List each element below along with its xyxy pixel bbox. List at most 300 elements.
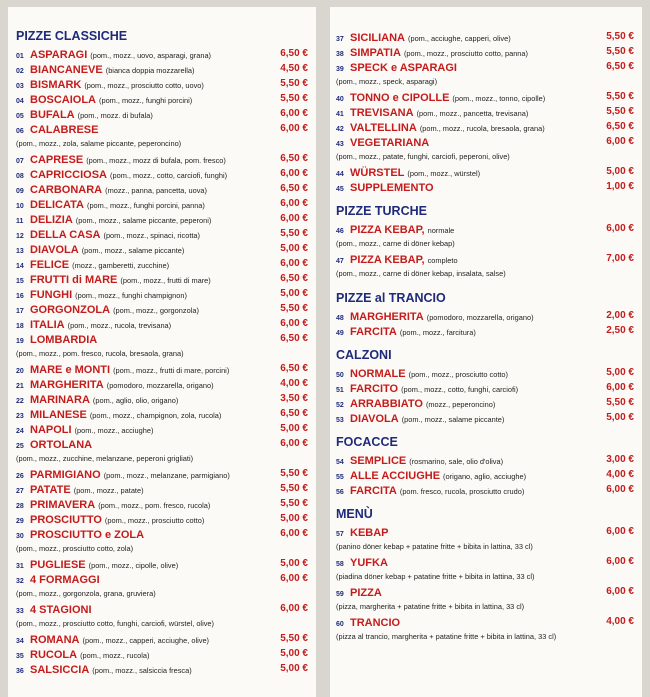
item-description: (pom., mozz., tonno, cipolle) bbox=[452, 94, 546, 103]
item-description: (pom., acciughe, capperi, olive) bbox=[408, 34, 511, 43]
menu-item bbox=[336, 164, 634, 179]
item-price: 6,00 € bbox=[280, 198, 308, 209]
item-number: 44 bbox=[336, 171, 344, 178]
item-name: ARRABBIATO bbox=[350, 398, 423, 410]
item-price: 6,50 € bbox=[280, 363, 308, 374]
item-name: BISMARK bbox=[30, 79, 82, 91]
item-description: (pom. fresco, rucola, prosciutto crudo) bbox=[399, 487, 525, 496]
item-description-line: (pizza, margherita + patatine fritte + bibita in lattina, 33 cl) bbox=[336, 602, 525, 611]
menu-item bbox=[336, 323, 634, 338]
menu-item bbox=[16, 391, 308, 406]
item-number: 13 bbox=[16, 248, 24, 255]
item-number: 17 bbox=[16, 308, 24, 315]
item-price: 6,00 € bbox=[280, 123, 308, 134]
item-number: 18 bbox=[16, 323, 24, 330]
item-price: 6,00 € bbox=[280, 438, 308, 449]
menu-item bbox=[16, 181, 308, 196]
menu-item bbox=[16, 556, 308, 571]
item-number: 01 bbox=[16, 53, 24, 60]
menu-item bbox=[16, 46, 308, 61]
item-description: (pom., mozz., prosciutto cotto) bbox=[104, 516, 205, 525]
item-description: (pom., mozz., rucola, trevisana) bbox=[67, 321, 172, 330]
item-name: DELLA CASA bbox=[30, 229, 101, 241]
item-number: 29 bbox=[16, 518, 24, 525]
menu-section bbox=[336, 507, 634, 644]
item-name: PIZZA bbox=[350, 587, 382, 599]
item-description: (pom., mozz., frutti di mare) bbox=[120, 276, 211, 285]
menu-item bbox=[16, 421, 308, 436]
item-description: (pom., mozz., prosciutto cotto) bbox=[408, 370, 509, 379]
item-name: CARBONARA bbox=[30, 184, 103, 196]
item-name: PIZZA KEBAP, bbox=[350, 254, 425, 266]
item-number: 08 bbox=[16, 173, 24, 180]
menu-item bbox=[16, 646, 308, 661]
menu-item bbox=[16, 571, 308, 586]
menu-item bbox=[336, 584, 634, 599]
item-description-line: (piadina döner kebap + patatine fritte + bibita in lattina, 33 cl) bbox=[336, 572, 535, 581]
menu-item bbox=[16, 241, 308, 256]
item-name: ASPARAGI bbox=[30, 49, 88, 61]
menu-section bbox=[336, 348, 634, 425]
item-number: 22 bbox=[16, 398, 24, 405]
item-name: MARINARA bbox=[30, 394, 90, 406]
item-price: 5,00 € bbox=[280, 558, 308, 569]
menu-section bbox=[336, 291, 634, 338]
item-price: 6,00 € bbox=[606, 223, 634, 234]
item-number: 20 bbox=[16, 368, 24, 375]
item-price: 6,00 € bbox=[280, 108, 308, 119]
item-number: 39 bbox=[336, 66, 344, 73]
menu-item bbox=[336, 134, 634, 149]
item-price: 5,50 € bbox=[280, 498, 308, 509]
item-price: 6,00 € bbox=[280, 318, 308, 329]
menu-item bbox=[336, 179, 634, 194]
item-number: 43 bbox=[336, 141, 344, 148]
item-number: 60 bbox=[336, 621, 344, 628]
menu-item bbox=[16, 511, 308, 526]
item-price: 5,50 € bbox=[280, 78, 308, 89]
menu-item bbox=[336, 221, 634, 236]
menu-item bbox=[16, 661, 308, 676]
item-name: DELICATA bbox=[30, 199, 84, 211]
item-price: 6,00 € bbox=[280, 258, 308, 269]
item-name: KEBAP bbox=[350, 527, 389, 539]
item-description-line: (pom., mozz., prosciutto cotto, funghi, carciofi, würstel, olive) bbox=[16, 619, 214, 628]
menu-item bbox=[336, 89, 634, 104]
item-price: 5,00 € bbox=[280, 423, 308, 434]
item-number: 47 bbox=[336, 258, 344, 265]
menu-item bbox=[336, 104, 634, 119]
item-price: 5,00 € bbox=[280, 663, 308, 674]
item-price: 6,50 € bbox=[606, 61, 634, 72]
item-number: 51 bbox=[336, 387, 344, 394]
item-description: (rosmarino, sale, olio d'oliva) bbox=[409, 457, 504, 466]
item-number: 23 bbox=[16, 413, 24, 420]
section-title: FOCACCE bbox=[336, 435, 398, 449]
item-name: VALTELLINA bbox=[350, 122, 417, 134]
item-name: CAPRICCIOSA bbox=[30, 169, 108, 181]
menu-item bbox=[16, 376, 308, 391]
item-description-line: (pom., mozz., patate, funghi, carciofi, peperoni, olive) bbox=[336, 152, 510, 161]
item-description: (origano, aglio, acciughe) bbox=[443, 472, 527, 481]
item-number: 12 bbox=[16, 233, 24, 240]
menu-item bbox=[16, 76, 308, 91]
item-name: SUPPLEMENTO bbox=[350, 182, 434, 194]
item-name: CAPRESE bbox=[30, 154, 84, 166]
menu-item bbox=[16, 316, 308, 331]
item-price: 5,00 € bbox=[606, 166, 634, 177]
item-price: 5,50 € bbox=[606, 397, 634, 408]
item-name: BIANCANEVE bbox=[30, 64, 103, 76]
item-price: 5,50 € bbox=[280, 483, 308, 494]
item-number: 05 bbox=[16, 113, 24, 120]
menu-section bbox=[336, 435, 634, 497]
menu-item bbox=[16, 196, 308, 211]
section-title: PIZZE al TRANCIO bbox=[336, 291, 446, 305]
item-number: 33 bbox=[16, 608, 24, 615]
menu-section bbox=[336, 29, 634, 194]
menu-item bbox=[336, 395, 634, 410]
menu-item bbox=[16, 151, 308, 166]
menu-item bbox=[16, 436, 308, 451]
item-name: SICILIANA bbox=[350, 32, 405, 44]
item-description: (pom., mozz., capperi, acciughe, olive) bbox=[82, 636, 210, 645]
menu-item bbox=[336, 44, 634, 59]
item-name: ITALIA bbox=[30, 319, 65, 331]
item-description-line: (pom., mozz., carne di döner kebap, insalata, salse) bbox=[336, 269, 506, 278]
item-name: MILANESE bbox=[30, 409, 87, 421]
item-description: (pom., mozz., würstel) bbox=[407, 169, 481, 178]
item-description: (pom., mozz., rucola) bbox=[80, 651, 150, 660]
item-number: 24 bbox=[16, 428, 24, 435]
item-description: (pom., mozz., funghi porcini, panna) bbox=[86, 201, 205, 210]
menu-item bbox=[336, 365, 634, 380]
item-description: (pom., mozz., funghi porcini) bbox=[99, 96, 193, 105]
item-number: 06 bbox=[16, 128, 24, 135]
menu-item bbox=[336, 524, 634, 539]
item-price: 5,00 € bbox=[606, 412, 634, 423]
menu-item bbox=[336, 59, 634, 74]
menu-item bbox=[336, 29, 634, 44]
menu-item bbox=[16, 601, 308, 616]
item-description: (pom., mozz., salame piccante) bbox=[81, 246, 185, 255]
menu-item bbox=[336, 467, 634, 482]
menu-item bbox=[16, 496, 308, 511]
item-name: PIZZA KEBAP, bbox=[350, 224, 425, 236]
item-number: 02 bbox=[16, 68, 24, 75]
item-description: (pom., mozz., salame piccante, peperoni) bbox=[75, 216, 212, 225]
menu-item bbox=[16, 301, 308, 316]
menu-item bbox=[16, 91, 308, 106]
item-description: (pom., mozz., melanzane, parmigiano) bbox=[103, 471, 230, 480]
item-name: FARCITA bbox=[350, 326, 397, 338]
item-name: FELICE bbox=[30, 259, 70, 271]
section-title: MENÙ bbox=[336, 507, 373, 521]
item-price: 5,50 € bbox=[280, 468, 308, 479]
item-price: 4,00 € bbox=[606, 616, 634, 627]
item-name: PATATE bbox=[30, 484, 71, 496]
menu-item bbox=[336, 614, 634, 629]
item-price: 5,50 € bbox=[606, 106, 634, 117]
menu-item bbox=[16, 211, 308, 226]
item-name: MARE e MONTI bbox=[30, 364, 111, 376]
item-number: 48 bbox=[336, 315, 344, 322]
item-name: MARGHERITA bbox=[30, 379, 104, 391]
item-description: (pom., mozz., champignon, zola, rucola) bbox=[89, 411, 222, 420]
item-number: 55 bbox=[336, 474, 344, 481]
menu-item bbox=[16, 271, 308, 286]
item-name: NORMALE bbox=[350, 368, 406, 380]
item-number: 45 bbox=[336, 186, 344, 193]
item-price: 5,00 € bbox=[280, 288, 308, 299]
item-price: 6,50 € bbox=[280, 153, 308, 164]
item-name: BOSCAIOLA bbox=[30, 94, 96, 106]
item-name: CALABRESE bbox=[30, 124, 99, 136]
menu-item bbox=[16, 631, 308, 646]
item-name: 4 STAGIONI bbox=[30, 604, 92, 616]
menu-item bbox=[336, 554, 634, 569]
item-description: (pom., mozz., prosciutto cotto, uovo) bbox=[84, 81, 204, 90]
item-price: 5,00 € bbox=[280, 513, 308, 524]
item-number: 37 bbox=[336, 36, 344, 43]
item-name: DELIZIA bbox=[30, 214, 73, 226]
section-title: PIZZE CLASSICHE bbox=[16, 29, 128, 43]
item-number: 49 bbox=[336, 330, 344, 337]
item-description: (pom., mozz., salsiccia fresca) bbox=[92, 666, 192, 675]
item-description: (pom., mozz., rucola, bresaola, grana) bbox=[419, 124, 545, 133]
item-description: (pom., aglio, olio, origano) bbox=[92, 396, 179, 405]
item-description: (pom., mozz., pom. fresco, rucola) bbox=[98, 501, 211, 510]
item-name: SEMPLICE bbox=[350, 455, 407, 467]
item-description-line: (pom., mozz., speck, asparagi) bbox=[336, 77, 438, 86]
item-name: DIAVOLA bbox=[350, 413, 399, 425]
item-description: (pom., mozz., patate) bbox=[73, 486, 144, 495]
menu-item bbox=[16, 481, 308, 496]
item-number: 21 bbox=[16, 383, 24, 390]
item-number: 04 bbox=[16, 98, 24, 105]
item-description: (mozz., panna, pancetta, uova) bbox=[105, 186, 207, 195]
item-description: (pom., mozz., spinaci, ricotta) bbox=[103, 231, 200, 240]
item-number: 52 bbox=[336, 402, 344, 409]
item-price: 5,00 € bbox=[280, 243, 308, 254]
item-price: 7,00 € bbox=[606, 253, 634, 264]
item-price: 6,00 € bbox=[280, 168, 308, 179]
item-number: 25 bbox=[16, 443, 24, 450]
item-price: 6,50 € bbox=[280, 333, 308, 344]
item-number: 58 bbox=[336, 561, 344, 568]
item-number: 31 bbox=[16, 563, 24, 570]
item-description: (pom., mozz., funghi champignon) bbox=[75, 291, 187, 300]
item-description: (pom., mozz., cotto, funghi, carciofi) bbox=[401, 385, 519, 394]
item-name: TREVISANA bbox=[350, 107, 414, 119]
menu-item bbox=[16, 61, 308, 76]
item-name: SPECK e ASPARAGI bbox=[350, 62, 457, 74]
item-price: 6,00 € bbox=[606, 484, 634, 495]
item-number: 09 bbox=[16, 188, 24, 195]
item-name: SALSICCIA bbox=[30, 664, 90, 676]
item-number: 59 bbox=[336, 591, 344, 598]
item-price: 5,50 € bbox=[280, 303, 308, 314]
item-name: FRUTTI di MARE bbox=[30, 274, 118, 286]
item-number: 46 bbox=[336, 228, 344, 235]
item-name: NAPOLI bbox=[30, 424, 72, 436]
menu-item bbox=[336, 380, 634, 395]
item-number: 03 bbox=[16, 83, 24, 90]
item-name: DIAVOLA bbox=[30, 244, 79, 256]
item-name: PARMIGIANO bbox=[30, 469, 101, 481]
menu-item bbox=[16, 286, 308, 301]
menu-item bbox=[16, 106, 308, 121]
menu-item bbox=[16, 361, 308, 376]
item-description-line: (pom., mozz., prosciutto cotto, zola) bbox=[16, 544, 134, 553]
item-name: ROMANA bbox=[30, 634, 80, 646]
menu-item bbox=[336, 119, 634, 134]
item-name: WÜRSTEL bbox=[350, 167, 405, 179]
item-number: 27 bbox=[16, 488, 24, 495]
item-price: 5,50 € bbox=[280, 93, 308, 104]
item-price: 5,50 € bbox=[280, 228, 308, 239]
item-description-line: (pom., mozz., gorgonzola, grana, gruviera) bbox=[16, 589, 156, 598]
item-description: (pom., mozz., gorgonzola) bbox=[113, 306, 199, 315]
menu-section bbox=[16, 29, 308, 676]
item-description: (pomodoro, mozzarella, origano) bbox=[426, 313, 534, 322]
item-number: 16 bbox=[16, 293, 24, 300]
item-price: 4,00 € bbox=[606, 469, 634, 480]
item-price: 6,00 € bbox=[606, 526, 634, 537]
item-number: 26 bbox=[16, 473, 24, 480]
item-name: MARGHERITA bbox=[350, 311, 424, 323]
item-number: 40 bbox=[336, 96, 344, 103]
item-description: normale bbox=[427, 226, 455, 235]
item-description-line: (pizza al trancio, margherita + patatine fritte + bibita in lattina, 33 cl) bbox=[336, 632, 557, 641]
item-description: (pom., mozz., uovo, asparagi, grana) bbox=[90, 51, 212, 60]
item-description-line: (pom., mozz., zola, salame piccante, peperoncino) bbox=[16, 139, 182, 148]
item-description: (pom., mozz., salame piccante) bbox=[401, 415, 505, 424]
item-description: (mozz., peperoncino) bbox=[425, 400, 496, 409]
item-price: 5,50 € bbox=[606, 46, 634, 57]
item-description: (pom., mozz., prosciutto cotto, panna) bbox=[403, 49, 528, 58]
item-number: 30 bbox=[16, 533, 24, 540]
item-name: TONNO e CIPOLLE bbox=[350, 92, 450, 104]
item-description-line: (pom., mozz., carne di döner kebap) bbox=[336, 239, 455, 248]
menu-item bbox=[336, 308, 634, 323]
item-name: LOMBARDIA bbox=[30, 334, 98, 346]
item-number: 11 bbox=[16, 218, 24, 225]
item-price: 6,50 € bbox=[280, 408, 308, 419]
menu-item bbox=[336, 482, 634, 497]
item-number: 34 bbox=[16, 638, 24, 645]
item-number: 32 bbox=[16, 578, 24, 585]
item-price: 2,50 € bbox=[606, 325, 634, 336]
item-description: (pom., mozz., cipolle, olive) bbox=[88, 561, 179, 570]
item-name: GORGONZOLA bbox=[30, 304, 111, 316]
item-number: 35 bbox=[16, 653, 24, 660]
menu-item bbox=[336, 452, 634, 467]
item-number: 14 bbox=[16, 263, 24, 270]
item-number: 56 bbox=[336, 489, 344, 496]
item-number: 54 bbox=[336, 459, 344, 466]
item-price: 6,50 € bbox=[280, 183, 308, 194]
item-description-line: (pom., mozz., zucchine, melanzane, peperoni grigliati) bbox=[16, 454, 194, 463]
item-number: 36 bbox=[16, 668, 24, 675]
item-name: VEGETARIANA bbox=[350, 137, 430, 149]
item-price: 5,00 € bbox=[606, 367, 634, 378]
item-price: 6,50 € bbox=[280, 273, 308, 284]
item-price: 6,00 € bbox=[280, 603, 308, 614]
item-name: FARCITA bbox=[350, 485, 397, 497]
item-price: 4,00 € bbox=[280, 378, 308, 389]
item-description-line: (panino döner kebap + patatine fritte + bibita in lattina, 33 cl) bbox=[336, 542, 533, 551]
item-name: TRANCIO bbox=[350, 617, 401, 629]
item-description: (pom., mozz. di bufala) bbox=[77, 111, 153, 120]
item-description: (pom., mozz., cotto, carciofi, funghi) bbox=[110, 171, 228, 180]
menu-section bbox=[336, 204, 634, 281]
item-name: PROSCIUTTO e ZOLA bbox=[30, 529, 145, 541]
item-description-line: (pom., mozz., pom. fresco, rucola, bresaola, grana) bbox=[16, 349, 184, 358]
menu-item bbox=[16, 121, 308, 136]
item-number: 38 bbox=[336, 51, 344, 58]
item-price: 6,50 € bbox=[280, 48, 308, 59]
item-description: (pom., mozz., pancetta, trevisana) bbox=[416, 109, 529, 118]
item-price: 6,00 € bbox=[606, 556, 634, 567]
item-name: 4 FORMAGGI bbox=[30, 574, 100, 586]
section-title: PIZZE TURCHE bbox=[336, 204, 427, 218]
item-name: PRIMAVERA bbox=[30, 499, 96, 511]
item-description: completo bbox=[427, 256, 458, 265]
item-description: (bianca doppia mozzarella) bbox=[105, 66, 195, 75]
item-number: 42 bbox=[336, 126, 344, 133]
item-description: (pom., mozz., acciughe) bbox=[74, 426, 154, 435]
item-price: 6,00 € bbox=[280, 213, 308, 224]
item-name: BUFALA bbox=[30, 109, 75, 121]
item-price: 6,00 € bbox=[280, 573, 308, 584]
item-name: PROSCIUTTO bbox=[30, 514, 102, 526]
item-price: 6,00 € bbox=[606, 136, 634, 147]
menu-item bbox=[16, 526, 308, 541]
menu-item bbox=[336, 410, 634, 425]
item-number: 41 bbox=[336, 111, 344, 118]
item-name: PUGLIESE bbox=[30, 559, 86, 571]
menu-item bbox=[16, 226, 308, 241]
item-name: SIMPATIA bbox=[350, 47, 401, 59]
item-number: 50 bbox=[336, 372, 344, 379]
item-description: (pomodoro, mozzarella, origano) bbox=[106, 381, 214, 390]
item-description: (mozz., gamberetti, zucchine) bbox=[72, 261, 170, 270]
item-price: 5,50 € bbox=[606, 31, 634, 42]
item-price: 6,00 € bbox=[280, 528, 308, 539]
item-name: YUFKA bbox=[350, 557, 388, 569]
menu-item bbox=[16, 466, 308, 481]
item-number: 28 bbox=[16, 503, 24, 510]
menu-page-right bbox=[330, 7, 642, 697]
item-price: 6,00 € bbox=[606, 382, 634, 393]
item-number: 10 bbox=[16, 203, 24, 210]
menu-page-left bbox=[8, 7, 316, 697]
item-price: 5,50 € bbox=[280, 633, 308, 644]
item-price: 6,50 € bbox=[606, 121, 634, 132]
item-name: ORTOLANA bbox=[30, 439, 93, 451]
section-title: CALZONI bbox=[336, 348, 392, 362]
item-description: (pom., mozz., farcitura) bbox=[399, 328, 476, 337]
item-price: 5,50 € bbox=[606, 91, 634, 102]
menu-item bbox=[336, 251, 634, 266]
menu-item bbox=[16, 406, 308, 421]
item-price: 4,50 € bbox=[280, 63, 308, 74]
item-number: 57 bbox=[336, 531, 344, 538]
item-name: FARCITO bbox=[350, 383, 399, 395]
item-price: 1,00 € bbox=[606, 181, 634, 192]
item-description: (pom., mozz., mozz di bufala, pom. fresco) bbox=[86, 156, 226, 165]
